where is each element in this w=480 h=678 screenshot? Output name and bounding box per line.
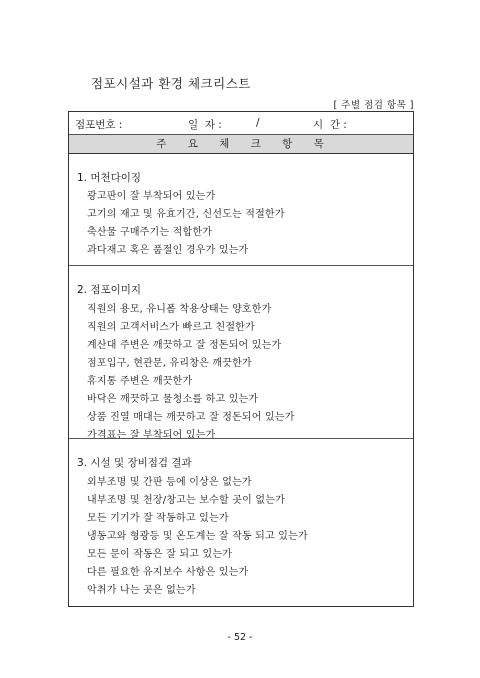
date-separator: / xyxy=(256,117,260,129)
checklist-item: 바닥은 깨끗하고 물청소를 하고 있는가 xyxy=(87,394,259,405)
checklist-item: 내부조명 및 천장/창고는 보수할 곳이 없는가 xyxy=(87,495,285,506)
section-facility-check xyxy=(69,438,413,606)
checklist-item: 축산물 구매주기는 적합한가 xyxy=(87,227,213,238)
checklist-item: 계산대 주변은 깨끗하고 잘 정돈되어 있는가 xyxy=(87,340,282,351)
checklist-item: 점포입구, 현관문, 유리창은 깨끗한가 xyxy=(87,358,252,369)
checklist-item: 과다재고 혹은 품절인 경우가 있는가 xyxy=(87,245,249,256)
checklist-item: 상품 진열 매대는 깨끗하고 잘 정돈되어 있는가 xyxy=(87,412,295,423)
date-label: 일 자 : xyxy=(188,119,222,131)
page-title: 점포시설과 환경 체크리스트 xyxy=(91,76,251,91)
checklist-item: 직원의 고객서비스가 빠르고 친절한가 xyxy=(87,322,255,333)
checklist-item: 고기의 재고 및 유효기간, 신선도는 적절한가 xyxy=(87,209,285,220)
section-title: 1. 머천다이징 xyxy=(77,172,142,184)
checklist-item: 모든 기기가 잘 작동하고 있는가 xyxy=(87,513,229,524)
section-merchandising xyxy=(69,154,413,265)
page-number: - 52 - xyxy=(227,632,253,643)
section-title: 3. 시설 및 장비점검 결과 xyxy=(77,457,192,469)
checklist-item: 냉동고와 형광등 및 온도계는 잘 작동 되고 있는가 xyxy=(87,531,308,542)
section-title: 2. 점포이미지 xyxy=(77,284,142,296)
checklist-subtitle: [ 주별 점검 항목 ] xyxy=(333,100,414,111)
table-header-label: 주 요 체 크 항 목 xyxy=(156,138,326,150)
checklist-item: 광고판이 잘 부착되어 있는가 xyxy=(87,191,216,202)
checklist-table xyxy=(68,111,414,607)
checklist-item: 외부조명 및 간판 등에 이상은 없는가 xyxy=(87,477,252,488)
time-label: 시 간 : xyxy=(313,119,347,131)
section-store-image xyxy=(69,265,413,441)
checklist-item: 휴지통 주변은 깨끗한가 xyxy=(87,376,193,387)
table-header xyxy=(69,135,413,154)
checklist-item: 가격표는 잘 부착되어 있는가 xyxy=(87,430,216,441)
store-number-label: 점포번호 : xyxy=(75,119,123,131)
checklist-item: 직원의 용모, 유니폼 착용상태는 양호한가 xyxy=(87,304,272,315)
checklist-item: 모든 문이 작동은 잘 되고 있는가 xyxy=(87,549,233,560)
checklist-item: 다른 필요한 유지보수 사항은 있는가 xyxy=(87,567,249,578)
info-row xyxy=(69,112,413,135)
checklist-item: 악취가 나는 곳은 없는가 xyxy=(87,585,196,596)
